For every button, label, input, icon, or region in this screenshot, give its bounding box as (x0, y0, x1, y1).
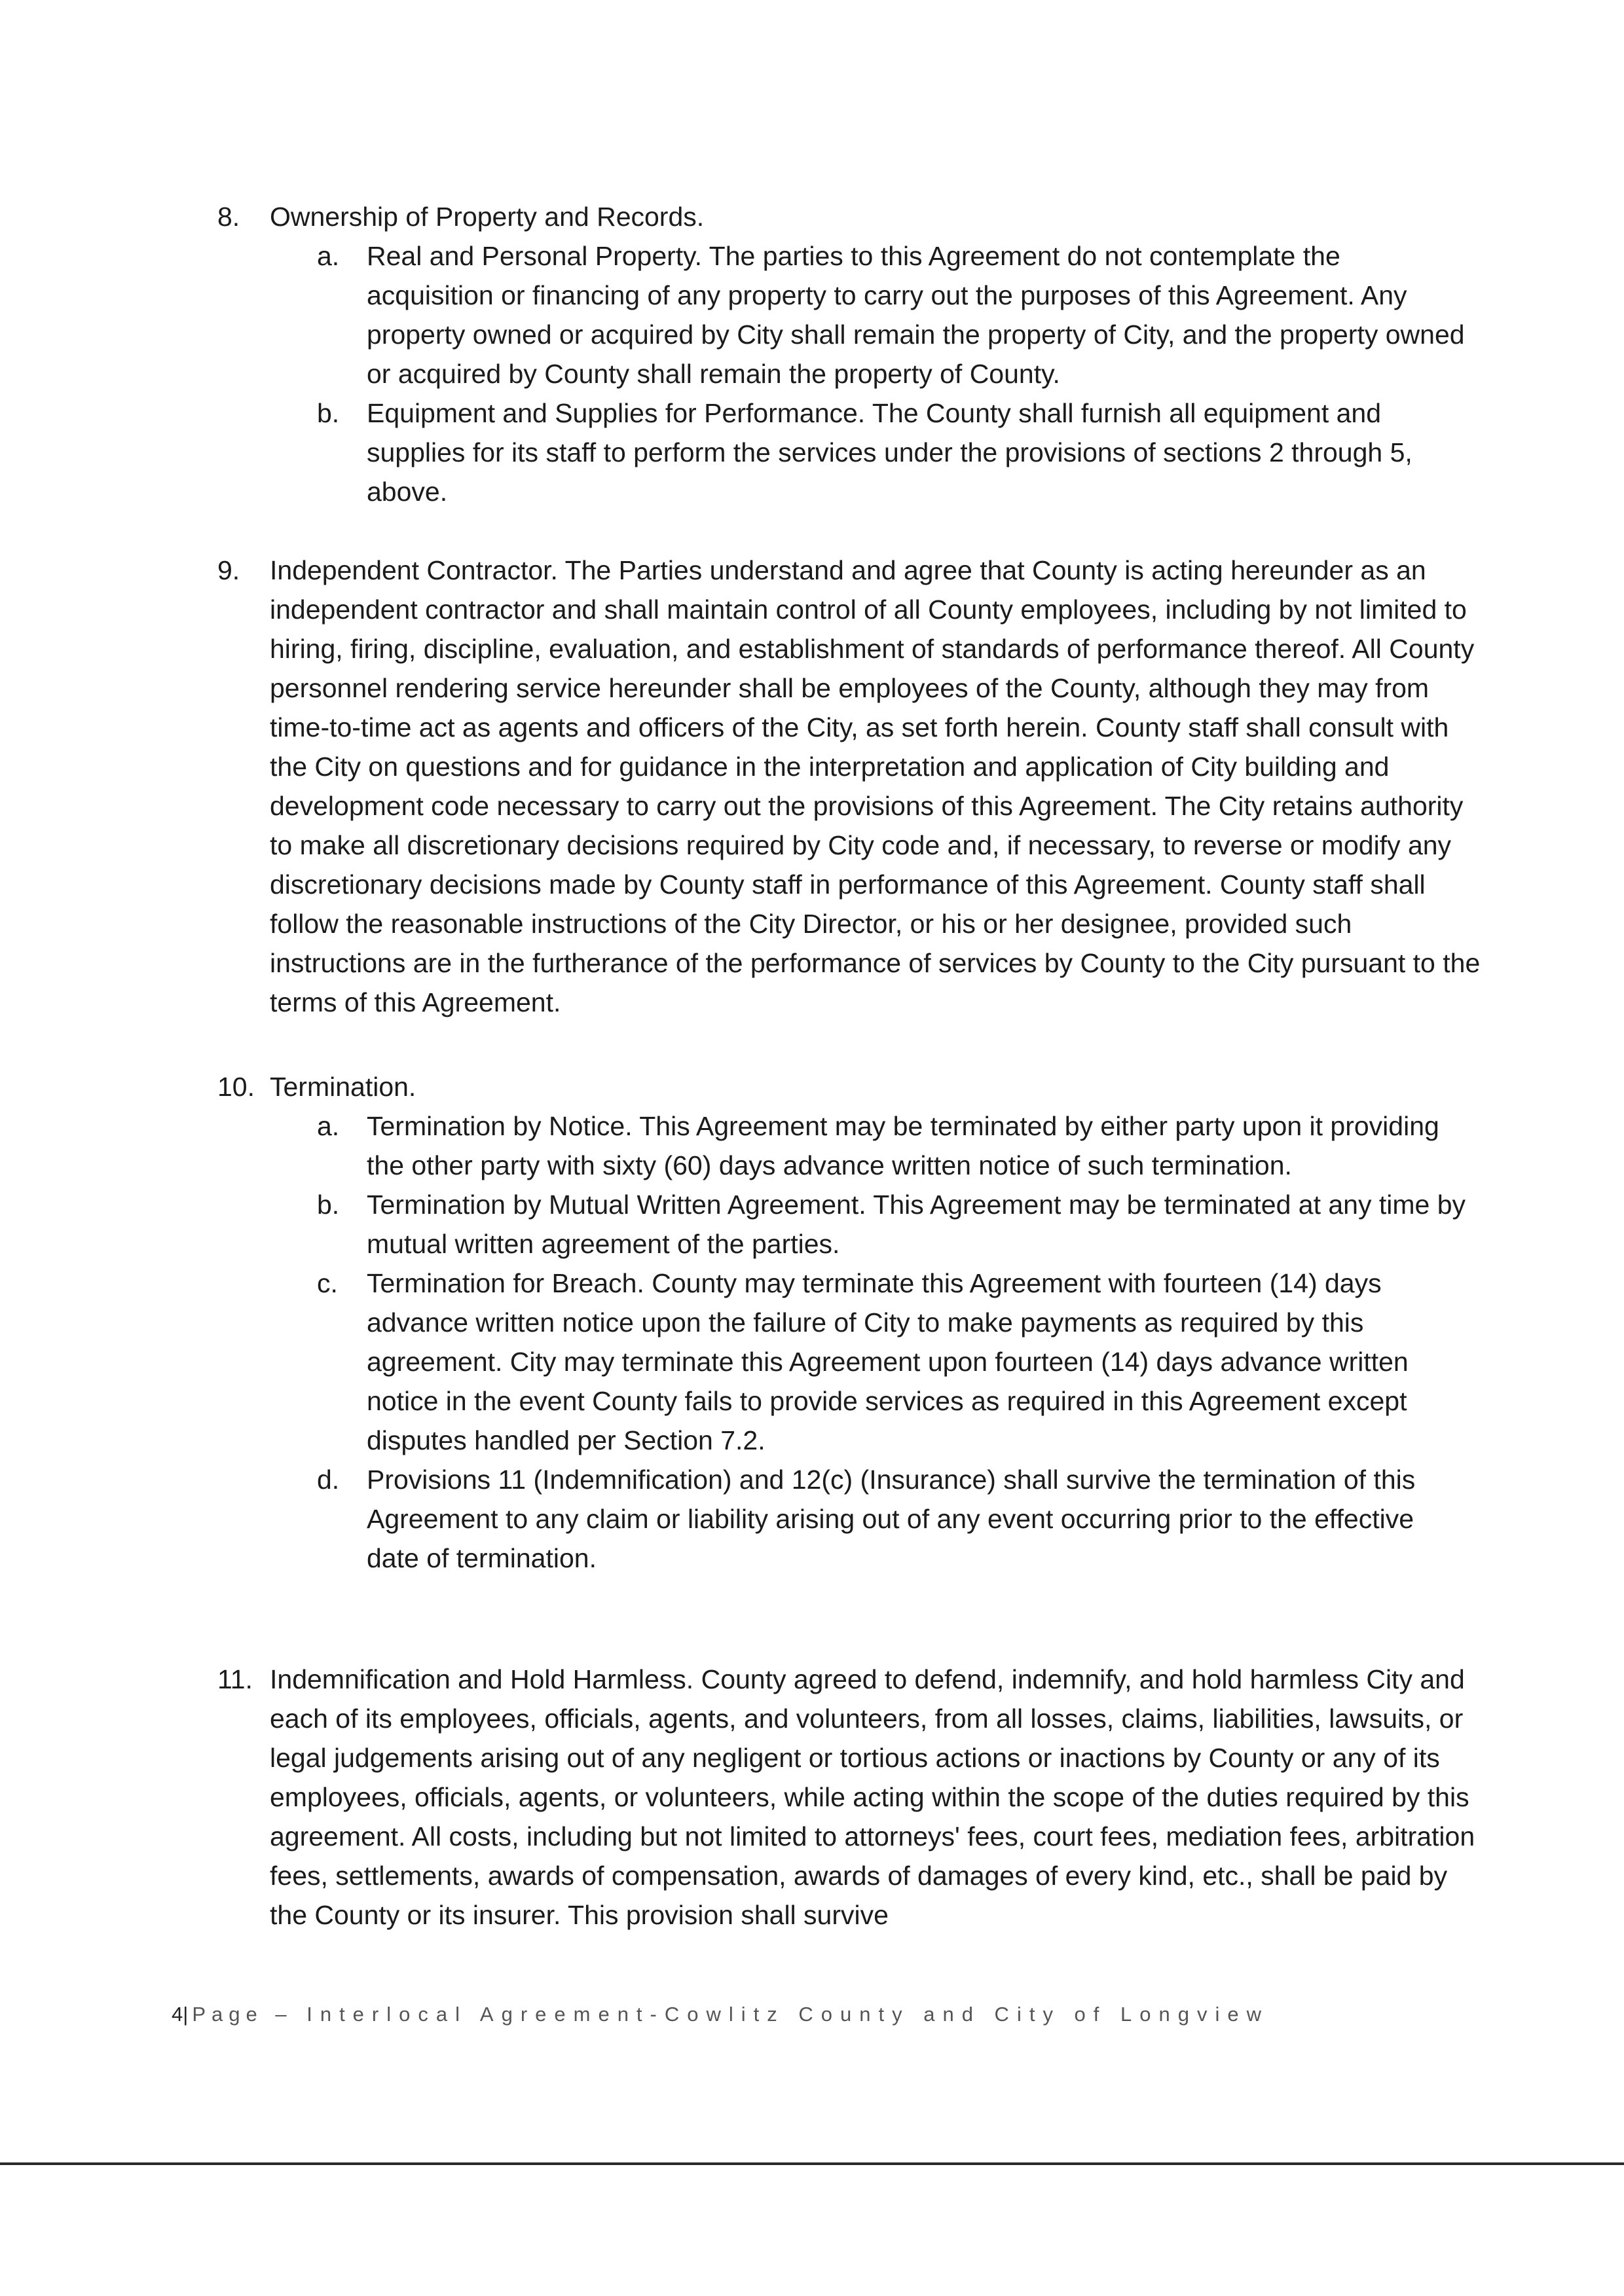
sub-item-8a (0, 236, 1624, 393)
section-number: 9. (217, 555, 240, 585)
footer-dash: – (275, 2003, 295, 2026)
bottom-rule (0, 2162, 1624, 2165)
footer-page-number: 4 (172, 2003, 183, 2026)
page-footer (172, 2003, 1269, 2026)
footer-separator: | (183, 2003, 189, 2026)
sub-item-10b (0, 1185, 1624, 1264)
sub-item-letter: a. (317, 241, 340, 271)
section-text: Indemnification and Hold Harmless. County agreed to defend, indemnify, and hold harmless City and each of its employees, officials, agents, and volunteers, from all losses, claims, liabilities, lawsuits, or legal judgements arising out of any negligent or tortious actions or inactions by County or any of its employees, officials, agents, or volunteers, while acting within the scope of the duties required by this agreement. All costs, including but not limited to attorneys' fees, court fees, mediation fees, arbitration fees, settlements, awards of compensation, awards of damages of every kind, etc., shall be paid by the County or its insurer. This provision shall survive (270, 1664, 1475, 1930)
footer-page-label: Page (192, 2003, 263, 2026)
sub-item-text: Provisions 11 (Indemnification) and 12(c) (Insurance) shall survive the termination of this Agreement to any claim or liability arising out of any event occurring prior to the effective date of termination. (367, 1465, 1416, 1573)
section-title: Termination. (270, 1072, 416, 1102)
sub-item-text: Termination by Notice. This Agreement may be terminated by either party upon it providing the other party with sixty (60) days advance written notice of such termination. (367, 1111, 1439, 1180)
sub-list (0, 236, 1624, 511)
sub-item-text: Termination for Breach. County may terminate this Agreement with fourteen (14) days advance written notice upon the failure of City to make payments as required by this agreement. City may terminate this Agreement upon fourteen (14) days advance written notice in the event County fails to provide services as required in this Agreement except disputes handled per Section 7.2. (367, 1268, 1409, 1455)
section-number: 10. (217, 1072, 255, 1102)
sub-item-10c (0, 1264, 1624, 1460)
footer-document-title: Interlocal Agreement-Cowlitz County and City of Longview (306, 2003, 1269, 2026)
sub-item-letter: b. (317, 1190, 340, 1220)
sub-list (0, 1106, 1624, 1578)
sub-item-letter: d. (317, 1465, 340, 1495)
section-number: 11. (217, 1664, 253, 1694)
sub-item-letter: c. (317, 1268, 338, 1298)
section-title: Ownership of Property and Records. (270, 202, 705, 232)
sub-item-8b (0, 393, 1624, 511)
sub-item-text: Termination by Mutual Written Agreement. This Agreement may be terminated at any time by mutual written agreement of the parties. (367, 1190, 1466, 1259)
section-text: Independent Contractor. The Parties understand and agree that County is acting hereunder as an independent contractor and shall maintain control of all County employees, including by not limited to hiring, firing, discipline, evaluation, and establishment of standards of performance thereof. All County personnel rendering service hereunder shall be employees of the County, although they may from time-to-time act as agents and officers of the City, as set forth herein. County staff shall consult with the City on questions and for guidance in the interpretation and application of City building and development code necessary to carry out the provisions of this Agreement. The City retains authority to make all discretionary decisions required by City code and, if necessary, to reverse or modify any discretionary decisions made by County staff in performance of this Agreement. County staff shall follow the reasonable instructions of the City Director, or his or her designee, provided such instructions are in the furtherance of the performance of services by County to the City pursuant to the terms of this Agreement. (270, 555, 1481, 1017)
section-number: 8. (217, 202, 240, 232)
sub-item-10a (0, 1106, 1624, 1185)
sub-item-letter: a. (317, 1111, 340, 1141)
sub-item-letter: b. (317, 398, 340, 428)
sub-item-text: Real and Personal Property. The parties to this Agreement do not contemplate the acquisition or financing of any property to carry out the purposes of this Agreement. Any property owned or acquired by City shall remain the property of City, and the property owned or acquired by County shall remain the property of County. (367, 241, 1465, 389)
sub-item-10d (0, 1460, 1624, 1578)
sub-item-text: Equipment and Supplies for Performance. The County shall furnish all equipment and supplies for its staff to perform the services under the provisions of sections 2 through 5, above. (367, 398, 1412, 507)
